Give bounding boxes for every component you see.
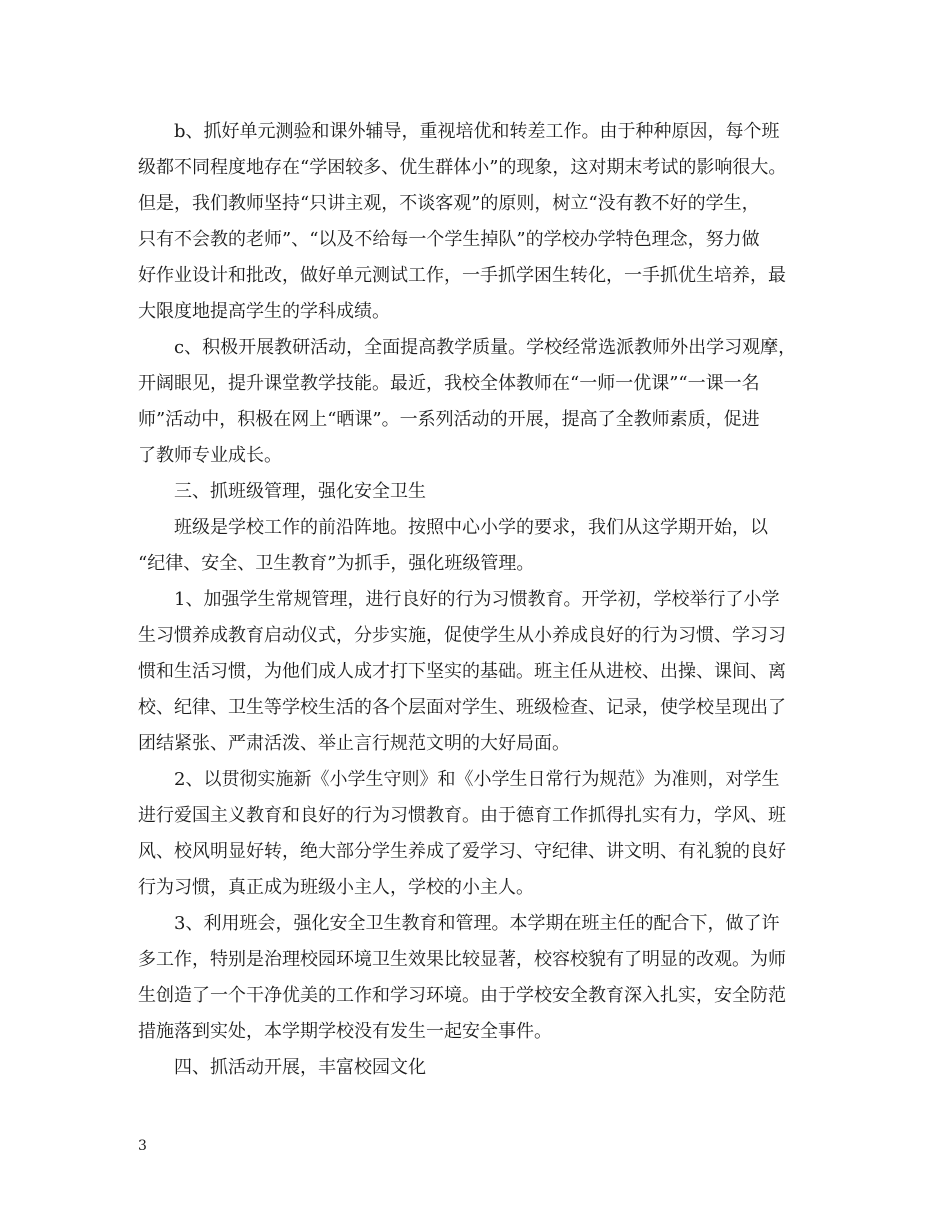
paragraph-2-line-2: 进行爱国主义教育和良好的行为习惯教育。由于德育工作抓得扎实有力，学风、班	[138, 805, 786, 826]
paragraph-1-line-1: 1、加强学生常规管理，进行良好的行为习惯教育。开学初，学校举行了小学	[174, 589, 780, 610]
document-body	[138, 114, 828, 1086]
paragraph-2-line-1: 2、以贯彻实施新《小学生守则》和《小学生日常行为规范》为准则，对学生	[174, 769, 780, 790]
paragraph-2-line-4: 行为习惯，真正成为班级小主人，学校的小主人。	[138, 877, 534, 898]
paragraph-1-line-5: 团结紧张、严肃活泼、举止言行规范文明的大好局面。	[138, 733, 570, 754]
paragraph-2-line-3: 风、校风明显好转，绝大部分学生养成了爱学习、守纪律、讲文明、有礼貌的良好	[138, 841, 786, 862]
paragraph-b-line-2: 级都不同程度地存在“学困较多、优生群体小”的现象，这对期末考试的影响很大。	[138, 157, 787, 178]
paragraph-3-line-2: 多工作，特别是治理校园环境卫生效果比较显著，校容校貌有了明显的改观。为师	[138, 949, 786, 970]
section-heading-3: 三、抓班级管理，强化安全卫生	[174, 481, 426, 502]
paragraph-1-line-4: 校、纪律、卫生等学校生活的各个层面对学生、班级检查、记录，使学校呈现出了	[138, 697, 786, 718]
section-heading-4: 四、抓活动开展，丰富校园文化	[174, 1057, 426, 1078]
paragraph-b-line-3: 但是，我们教师坚持“只讲主观，不谈客观”的原则，树立“没有教不好的学生，	[138, 193, 760, 214]
paragraph-b-line-5: 好作业设计和批改，做好单元测试工作，一手抓学困生转化，一手抓优生培养，最	[138, 265, 786, 286]
paragraph-b-line-4: 只有不会教的老师”、“以及不给每一个学生掉队”的学校办学特色理念，努力做	[138, 229, 760, 250]
paragraph-3-line-1: 3、利用班会，强化安全卫生教育和管理。本学期在班主任的配合下，做了许	[174, 913, 780, 934]
paragraph-1-line-3: 惯和生活习惯，为他们成人成才打下坚实的基础。班主任从进校、出操、课间、离	[138, 661, 786, 682]
paragraph-c-line-1: c、积极开展教研活动，全面提高教学质量。学校经常选派教师外出学习观摩，	[174, 337, 797, 358]
paragraph-class-intro-line-1: 班级是学校工作的前沿阵地。按照中心小学的要求，我们从这学期开始，以	[174, 517, 768, 538]
paragraph-3-line-4: 措施落到实处，本学期学校没有发生一起安全事件。	[138, 1021, 552, 1042]
paragraph-1-line-2: 生习惯养成教育启动仪式，分步实施，促使学生从小养成良好的行为习惯、学习习	[138, 625, 786, 646]
paragraph-c-line-4: 了教师专业成长。	[138, 445, 282, 466]
paragraph-b-line-6: 大限度地提高学生的学科成绩。	[138, 301, 390, 322]
paragraph-class-intro-line-2: “纪律、安全、卫生教育”为抓手，强化班级管理。	[138, 553, 535, 574]
paragraph-c-line-2: 开阔眼见，提升课堂教学技能。最近，我校全体教师在“一师一优课”“一课一名	[138, 373, 760, 394]
paragraph-c-line-3: 师”活动中，积极在网上“晒课”。一系列活动的开展，提高了全教师素质，促进	[138, 409, 760, 430]
paragraph-b-line-1: b、抓好单元测验和课外辅导，重视培优和转差工作。由于种种原因，每个班	[174, 121, 780, 142]
paragraph-3-line-3: 生创造了一个干净优美的工作和学习环境。由于学校安全教育深入扎实，安全防范	[138, 985, 786, 1006]
page-number: 3	[138, 1138, 147, 1154]
